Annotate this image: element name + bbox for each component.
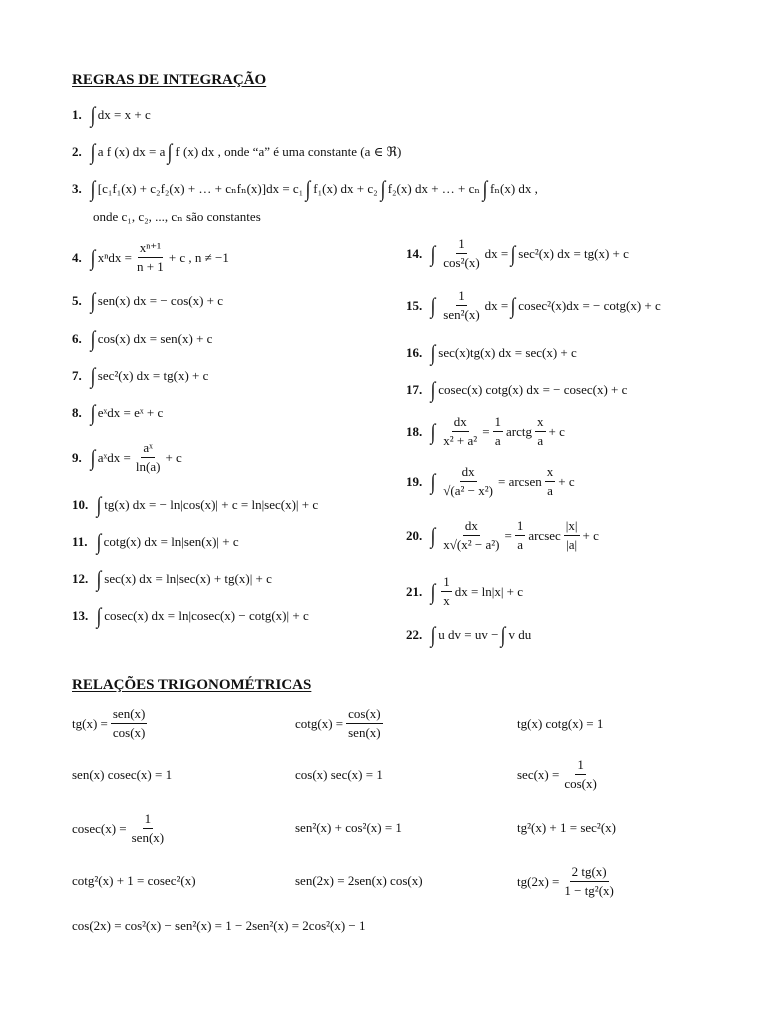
rule-number: 10. <box>72 497 89 512</box>
trig-identity <box>72 767 172 783</box>
rule-text: + c <box>165 449 182 465</box>
rule-19 <box>406 464 575 499</box>
identity-text: sec(x) = <box>517 766 560 782</box>
rule-18 <box>406 414 565 449</box>
identity-text: cotg(x) = <box>295 715 344 731</box>
rule-number: 19. <box>406 473 423 489</box>
rule-text: sec(x)tg(x) dx = sec(x) + c <box>438 345 577 360</box>
rule-text: cosec²(x)dx = − cotg(x) + c <box>518 297 661 313</box>
rule-1 <box>72 104 151 126</box>
rule-text: fₙ(x) dx , <box>490 181 538 196</box>
integral-sign: ∫ <box>430 240 436 266</box>
rule-number: 13. <box>72 608 89 623</box>
rule-11 <box>72 531 239 553</box>
integral-sign: ∫ <box>430 292 436 318</box>
integral-sign: ∫ <box>430 468 436 494</box>
rule-text: [c₁f₁(x) + c₂f₂(x) + … + cₙfₙ(x)]dx = c₁ <box>97 181 304 196</box>
rule-number: 6. <box>72 331 82 346</box>
numerator: dx <box>452 414 469 432</box>
denominator: |a| <box>566 537 578 552</box>
denominator: a <box>547 483 553 498</box>
rule-7 <box>72 365 208 387</box>
rule-number: 3. <box>72 181 82 196</box>
denominator: sen(x) <box>131 830 165 845</box>
trig-identity <box>72 811 169 846</box>
fraction <box>562 864 616 899</box>
integral-sign: ∫ <box>510 240 516 266</box>
rule-text: sec²(x) dx = tg(x) + c <box>518 245 629 261</box>
rule-text: eˣdx = eˣ + c <box>97 405 164 420</box>
integral-sign: ∫ <box>430 622 436 647</box>
numerator: x <box>545 464 556 482</box>
integral-sign: ∫ <box>167 139 173 164</box>
rule-16 <box>406 342 577 364</box>
trig-identity <box>517 820 616 836</box>
rule-number: 15. <box>406 297 423 313</box>
identity-text: tg(x) cotg(x) = 1 <box>517 716 604 731</box>
rule-text: cosec(x) dx = ln|cosec(x) − cotg(x)| + c <box>104 608 309 623</box>
trig-identity <box>295 873 423 889</box>
fraction <box>515 518 526 553</box>
integration-title: REGRAS DE INTEGRAÇÃO <box>72 72 267 88</box>
integral-sign: ∫ <box>90 400 96 425</box>
denominator: x <box>443 593 450 608</box>
rule-text: = <box>504 527 512 543</box>
denominator: cos(x) <box>564 776 597 791</box>
rule-number: 21. <box>406 583 423 599</box>
rule-text: sen(x) dx = − cos(x) + c <box>97 293 224 308</box>
denominator: sen²(x) <box>443 307 480 322</box>
rule-number: 14. <box>406 245 423 261</box>
rule-15 <box>406 288 661 323</box>
rule-number: 17. <box>406 382 423 397</box>
rule-6 <box>72 328 212 350</box>
identity-text: sen(x) cosec(x) = 1 <box>72 767 173 782</box>
numerator: dx <box>463 518 480 536</box>
rule-text: xⁿdx = <box>97 249 132 265</box>
numerator: 1 <box>575 757 586 775</box>
denominator: √(a² − x²) <box>443 483 493 498</box>
rule-number: 22. <box>406 627 423 642</box>
fraction <box>346 706 383 741</box>
rule-number: 11. <box>72 534 88 549</box>
denominator: cos²(x) <box>443 255 480 270</box>
rule-text: dx = ln|x| + c <box>454 583 524 599</box>
rule-text: f (x) dx , onde “a” é uma constante (a ∈ ℜ) <box>175 144 402 159</box>
numerator: 1 <box>493 414 504 432</box>
trig-identity <box>517 864 619 899</box>
denominator: x² + a² <box>443 433 478 448</box>
numerator: cos(x) <box>346 706 383 724</box>
integral-sign: ∫ <box>501 622 506 647</box>
denominator: a <box>537 433 544 448</box>
integral-sign: ∫ <box>430 340 436 365</box>
rule-number: 7. <box>72 368 82 383</box>
trig-identity <box>295 767 383 783</box>
trig-title: RELAÇÕES TRIGONOMÉTRICAS <box>72 677 312 693</box>
rule-text: f₂(x) dx + … + cₙ <box>387 181 481 196</box>
rule-4 <box>72 240 229 275</box>
denominator: 1 − tg²(x) <box>564 883 614 898</box>
rule-number: 2. <box>72 144 82 159</box>
integral-sign: ∫ <box>96 603 102 628</box>
integral-sign: ∫ <box>482 176 488 201</box>
rule-text: arcsec <box>528 527 561 543</box>
rule-text: + c <box>548 423 565 439</box>
trig-identity <box>72 873 196 889</box>
integral-sign: ∫ <box>90 139 96 164</box>
identity-text: sen²(x) + cos²(x) = 1 <box>295 820 402 835</box>
denominator: sen(x) <box>348 725 381 740</box>
fraction <box>111 706 148 741</box>
rule-3-note: onde c₁, c₂, ..., cₙ são constantes <box>93 209 261 224</box>
identity-text: tg²(x) + 1 = sec²(x) <box>517 820 616 835</box>
rule-text: = <box>482 423 490 439</box>
rule-number: 20. <box>406 527 423 543</box>
fraction <box>562 757 599 792</box>
fraction <box>545 464 556 499</box>
integral-sign: ∫ <box>90 444 96 470</box>
denominator: cos(x) <box>112 725 146 740</box>
rule-number: 18. <box>406 423 423 439</box>
rule-8 <box>72 402 163 424</box>
rule-number: 5. <box>72 293 82 308</box>
numerator: 2 tg(x) <box>570 864 609 882</box>
numerator: 1 <box>456 288 467 306</box>
rule-text: = arcsen <box>497 473 542 489</box>
fraction <box>441 518 501 553</box>
rule-20 <box>406 518 599 553</box>
numerator: |x| <box>564 518 580 536</box>
integral-sign: ∫ <box>96 566 102 591</box>
trig-identity <box>517 757 602 792</box>
rule-text: cos(x) dx = sen(x) + c <box>97 331 213 346</box>
rule-3 <box>72 178 538 200</box>
rule-12 <box>72 568 272 590</box>
integral-sign: ∫ <box>430 578 436 604</box>
rule-9 <box>72 440 182 475</box>
rule-text: dx = <box>484 297 509 313</box>
rule-text: sec²(x) dx = tg(x) + c <box>97 368 209 383</box>
rule-22 <box>406 624 531 646</box>
identity-text: cotg²(x) + 1 = cosec²(x) <box>72 873 196 888</box>
integral-sign: ∫ <box>380 176 386 201</box>
rule-number: 1. <box>72 107 82 122</box>
identity-text: tg(x) = <box>72 715 108 731</box>
rule-5 <box>72 290 223 312</box>
rule-number: 8. <box>72 405 82 420</box>
integral-sign: ∫ <box>96 492 102 517</box>
identity-text: cos(2x) = cos²(x) − sen²(x) = 1 − 2sen²(x) = 2cos²(x) − 1 <box>72 918 366 933</box>
denominator: a <box>517 537 523 552</box>
fraction <box>493 414 504 449</box>
rule-text: + c <box>558 473 575 489</box>
integral-sign: ∫ <box>90 102 96 127</box>
integral-sign: ∫ <box>430 522 436 548</box>
rule-number: 4. <box>72 249 82 265</box>
fraction <box>535 414 546 449</box>
rule-text: + c , n ≠ −1 <box>168 249 229 265</box>
rule-number: 16. <box>406 345 423 360</box>
numerator: x <box>535 414 546 432</box>
denominator: ln(a) <box>135 459 161 474</box>
fraction <box>441 414 479 449</box>
identity-text: cos(x) sec(x) = 1 <box>295 767 383 782</box>
fraction <box>441 236 481 271</box>
numerator: 1 <box>515 518 526 536</box>
integral-sign: ∫ <box>90 244 96 270</box>
rule-text: arctg <box>506 423 533 439</box>
numerator: 1 <box>456 236 467 254</box>
numerator: aˣ <box>141 440 155 458</box>
rule-21 <box>406 574 523 609</box>
trig-identity <box>72 918 366 934</box>
identity-text: tg(2x) = <box>517 873 560 889</box>
rule-text: cosec(x) cotg(x) dx = − cosec(x) + c <box>438 382 628 397</box>
rule-text: cotg(x) dx = ln|sen(x)| + c <box>103 534 239 549</box>
integral-sign: ∫ <box>90 288 96 313</box>
trig-identity <box>517 716 603 732</box>
rule-number: 9. <box>72 449 82 465</box>
rule-10 <box>72 494 318 516</box>
rule-text: + c <box>582 527 599 543</box>
integral-sign: ∫ <box>430 377 436 402</box>
numerator: 1 <box>143 811 154 829</box>
rule-text: dx = x + c <box>97 107 151 122</box>
identity-text: sen(2x) = 2sen(x) cos(x) <box>295 873 423 888</box>
rule-number: 12. <box>72 571 89 586</box>
rule-text: tg(x) dx = − ln|cos(x)| + c = ln|sec(x)| + c <box>104 497 319 512</box>
integral-sign: ∫ <box>90 176 96 201</box>
rule-2 <box>72 141 401 163</box>
rule-14 <box>406 236 629 271</box>
rule-17 <box>406 379 627 401</box>
rule-text: u dv = uv − <box>438 627 499 642</box>
rule-13 <box>72 605 309 627</box>
numerator: sen(x) <box>111 706 148 724</box>
integral-sign: ∫ <box>96 529 101 554</box>
integral-sign: ∫ <box>90 326 96 351</box>
denominator: n + 1 <box>136 259 164 274</box>
rule-text: sec(x) dx = ln|sec(x) + tg(x)| + c <box>104 571 272 586</box>
denominator: x√(x² − a²) <box>443 537 500 552</box>
fraction <box>130 811 167 846</box>
integral-sign: ∫ <box>90 363 96 388</box>
fraction <box>135 240 166 275</box>
integral-sign: ∫ <box>510 292 516 318</box>
numerator: xⁿ⁺¹ <box>138 240 163 258</box>
numerator: 1 <box>441 574 452 592</box>
rule-text: dx = <box>484 245 509 261</box>
identity-text: cosec(x) = <box>72 820 127 836</box>
denominator: a <box>494 433 501 448</box>
trig-identity <box>72 706 150 741</box>
trig-identity <box>295 706 386 741</box>
rule-text: f₁(x) dx + c₂ <box>313 181 378 196</box>
fraction <box>441 574 452 609</box>
fraction <box>134 440 163 475</box>
numerator: dx <box>460 464 477 482</box>
integral-sign: ∫ <box>305 176 311 201</box>
rule-text: a f (x) dx = a <box>97 144 166 159</box>
trig-identity <box>295 820 402 836</box>
integral-sign: ∫ <box>430 418 436 444</box>
fraction <box>441 464 495 499</box>
rule-text: aˣdx = <box>97 449 131 465</box>
fraction <box>564 518 580 553</box>
fraction <box>441 288 481 323</box>
rule-text: v du <box>508 627 532 642</box>
